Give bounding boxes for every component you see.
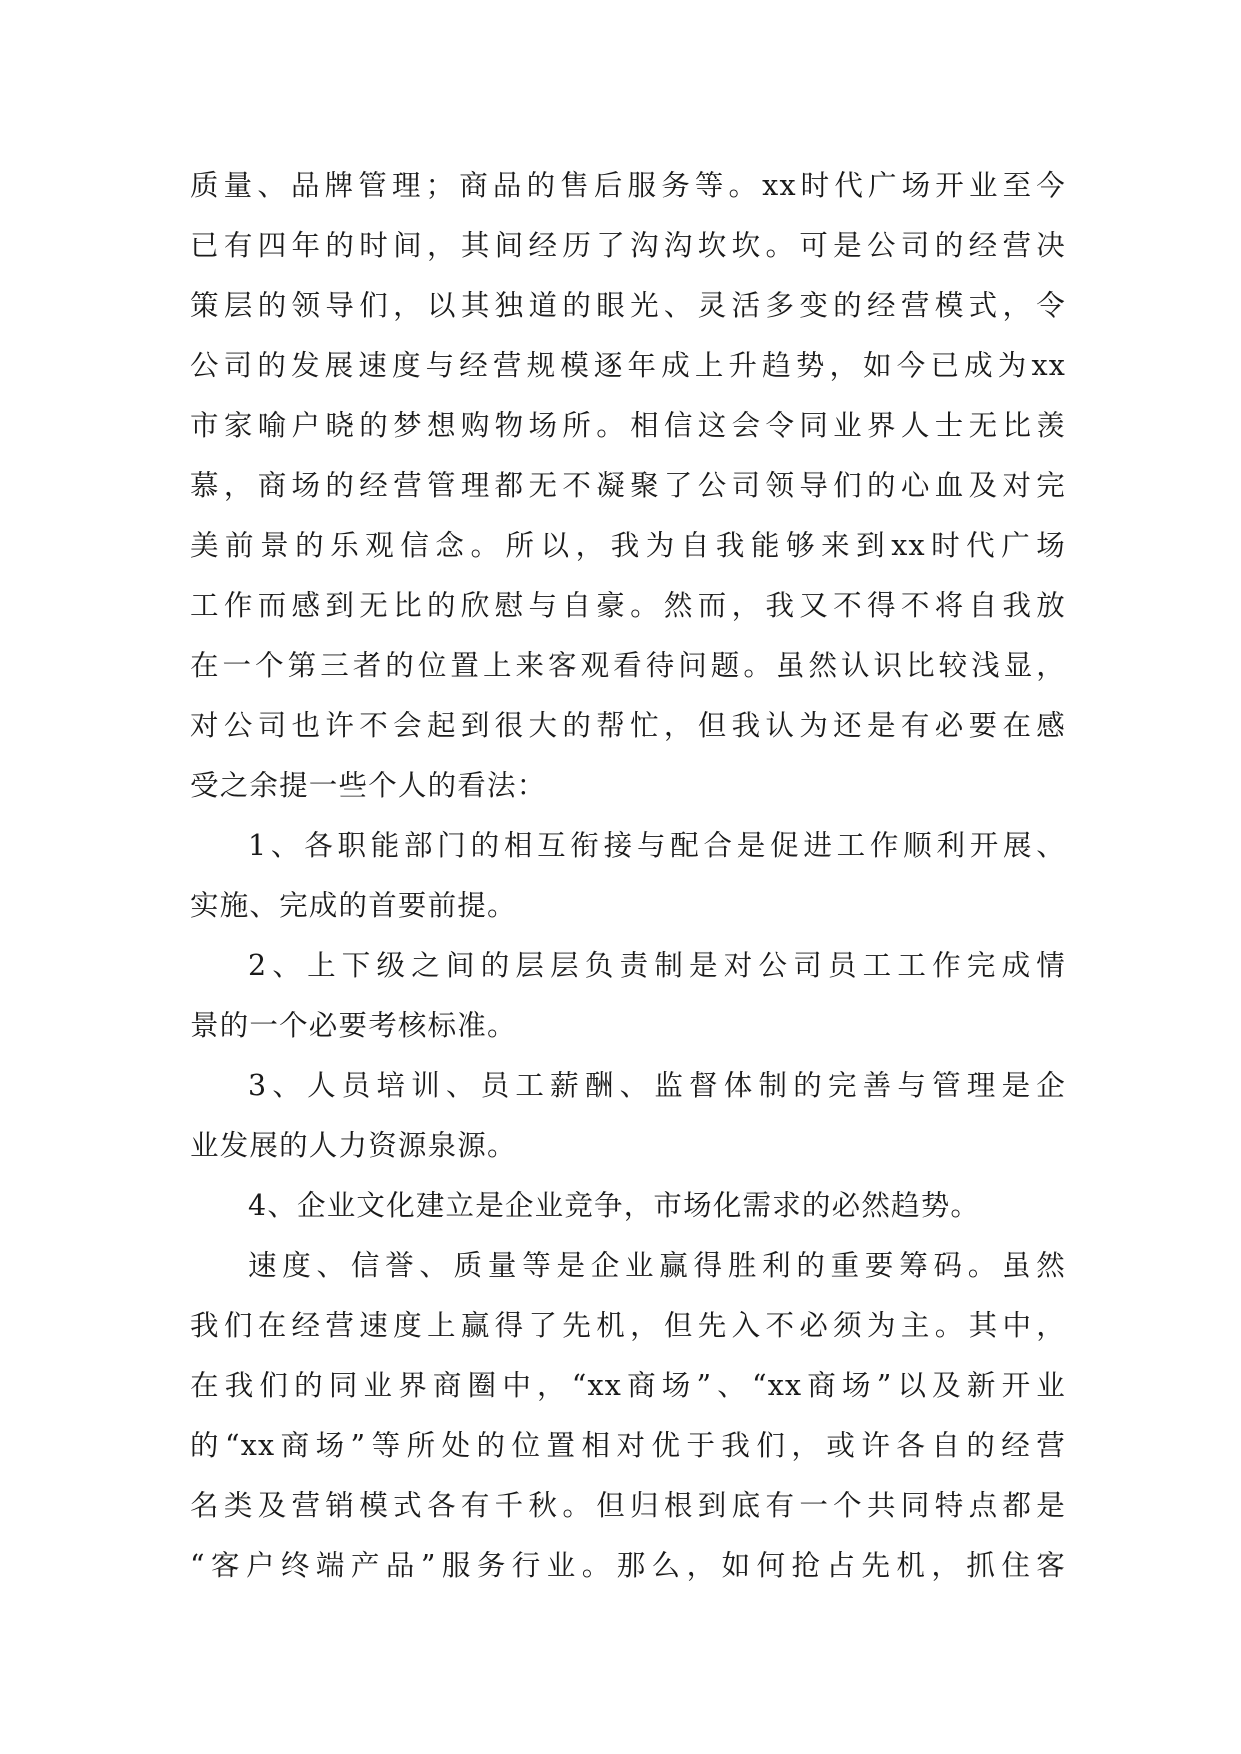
text-line: 对公司也许不会起到很大的帮忙，但我认为还是有必要在感 (190, 709, 1066, 742)
text-line: 在一个第三者的位置上来客观看待问题。虽然认识比较浅显， (190, 649, 1066, 682)
text-line: 4、企业文化建立是企业竞争，市场化需求的必然趋势。 (248, 1189, 981, 1222)
text-line: 策层的领导们，以其独道的眼光、灵活多变的经营模式，令 (190, 289, 1066, 322)
text-line: 我们在经营速度上赢得了先机，但先入不必须为主。其中， (190, 1309, 1066, 1342)
text-line: 慕，商场的经营管理都无不凝聚了公司领导们的心血及对完 (190, 469, 1066, 502)
text-line: 业发展的人力资源泉源。 (190, 1129, 517, 1162)
text-line: 受之余提一些个人的看法： (190, 769, 547, 802)
text-line: “客户终端产品”服务行业。那么，如何抢占先机，抓住客 (190, 1549, 1066, 1582)
text-line: 1、各职能部门的相互衔接与配合是促进工作顺利开展、 (248, 829, 1066, 862)
text-line: 已有四年的时间，其间经历了沟沟坎坎。可是公司的经营决 (190, 229, 1066, 262)
text-line: 3、人员培训、员工薪酬、监督体制的完善与管理是企 (248, 1069, 1066, 1102)
text-line: 美前景的乐观信念。所以，我为自我能够来到xx时代广场 (190, 529, 1066, 562)
document-body (190, 156, 1066, 1596)
list-item-3 (190, 1056, 1066, 1176)
text-line: 名类及营销模式各有千秋。但归根到底有一个共同特点都是 (190, 1489, 1066, 1522)
text-line: 质量、品牌管理；商品的售后服务等。xx时代广场开业至今 (190, 169, 1066, 202)
text-line: 景的一个必要考核标准。 (190, 1009, 517, 1042)
text-line: 市家喻户晓的梦想购物场所。相信这会令同业界人士无比羡 (190, 409, 1066, 442)
text-line: 在我们的同业界商圈中，“xx商场”、“xx商场”以及新开业 (190, 1369, 1066, 1402)
text-line: 实施、完成的首要前提。 (190, 889, 517, 922)
paragraph-conclusion (190, 1236, 1066, 1596)
paragraph-intro (190, 156, 1066, 816)
text-line: 的“xx商场”等所处的位置相对优于我们，或许各自的经营 (190, 1429, 1066, 1462)
list-item-4 (190, 1176, 1066, 1236)
list-item-1 (190, 816, 1066, 936)
text-line: 2、上下级之间的层层负责制是对公司员工工作完成情 (248, 949, 1066, 982)
text-line: 公司的发展速度与经营规模逐年成上升趋势，如今已成为xx (190, 349, 1066, 382)
text-line: 工作而感到无比的欣慰与自豪。然而，我又不得不将自我放 (190, 589, 1066, 622)
list-item-2 (190, 936, 1066, 1056)
text-line: 速度、信誉、质量等是企业赢得胜利的重要筹码。虽然 (248, 1249, 1066, 1282)
